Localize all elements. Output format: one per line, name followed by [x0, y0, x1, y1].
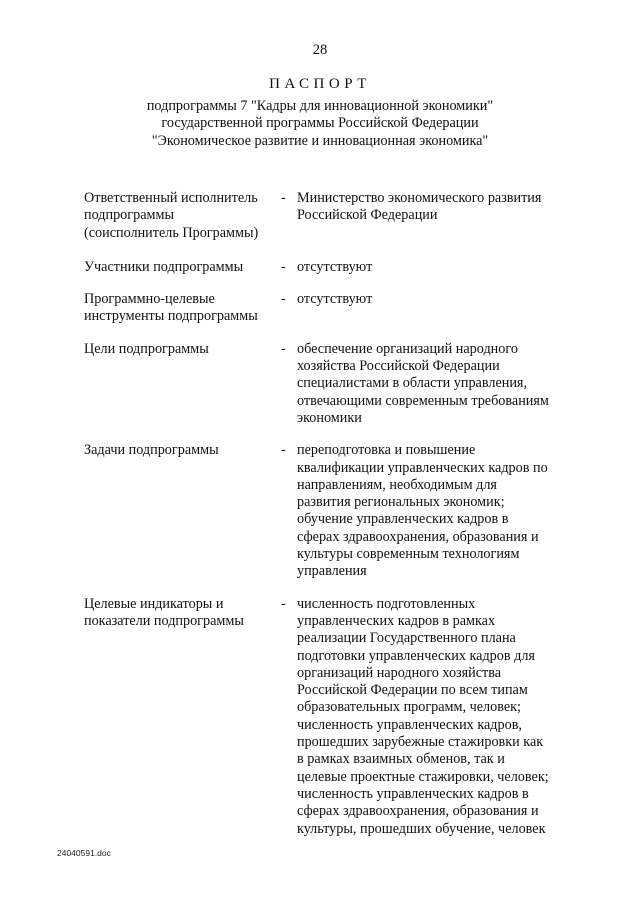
value-line: направлениям, необходимым для: [297, 476, 497, 493]
row-value: [297, 596, 574, 838]
label-line: Участники подпрограммы: [84, 258, 244, 275]
passport-row-indicators: [84, 596, 574, 838]
document-title: ПАСПОРТ: [269, 76, 371, 92]
value-line: в рамках взаимных обменов, так и: [297, 751, 505, 768]
value-line: организаций народного хозяйства: [297, 664, 502, 681]
subtitle-line: "Экономическое развитие и инновационная экономика": [151, 132, 489, 149]
passport-row-goals: [84, 341, 574, 427]
label-line: подпрограммы: [84, 207, 174, 224]
row-label: [84, 341, 281, 358]
value-line: обеспечение организаций народного: [297, 340, 518, 357]
value-line: Российской Федерации по всем типам: [297, 682, 528, 699]
row-value: [297, 259, 574, 276]
passport-row-responsible: [84, 190, 574, 242]
value-line: сферах здравоохранения, образования и: [297, 803, 539, 820]
row-label: [84, 259, 281, 276]
value-line: обучение управленческих кадров в: [297, 511, 509, 528]
label-line: инструменты подпрограммы: [84, 308, 258, 325]
label-line: Задачи подпрограммы: [84, 442, 219, 459]
row-dash: -: [281, 442, 286, 459]
value-line: численность управленческих кадров,: [297, 716, 522, 733]
value-line: управленческих кадров в рамках: [297, 612, 496, 629]
value-line: специалистами в области управления,: [297, 375, 527, 392]
label-line: показатели подпрограммы: [84, 612, 244, 629]
file-name: 24040591.doc: [57, 848, 111, 858]
passport-row-participants: [84, 259, 574, 276]
value-line: подготовки управленческих кадров для: [297, 647, 535, 664]
value-line: целевые проектные стажировки, человек;: [297, 768, 549, 785]
value-line: отсутствуют: [297, 291, 373, 308]
value-line: экономики: [297, 409, 362, 426]
label-line: Целевые индикаторы и: [84, 595, 224, 612]
label-line: Цели подпрограммы: [84, 340, 209, 357]
value-line: культуры современным технологиям: [297, 546, 520, 563]
row-value: [297, 341, 574, 427]
row-dash: -: [281, 258, 286, 275]
value-line: реализации Государственного плана: [297, 630, 516, 647]
row-dash: -: [281, 595, 286, 612]
subtitle-line: государственной программы Российской Федерации: [161, 115, 479, 132]
label-line: (соисполнитель Программы): [84, 224, 259, 241]
value-line: Министерство экономического развития: [297, 190, 542, 206]
row-label: [84, 291, 281, 326]
value-line: сферах здравоохранения, образования и: [297, 528, 539, 545]
passport-row-tasks: [84, 442, 574, 580]
row-dash: -: [281, 340, 286, 357]
value-line: культуры, прошедших обучение, человек: [297, 820, 546, 837]
row-dash: -: [281, 291, 286, 308]
value-line: отсутствуют: [297, 258, 373, 275]
value-line: численность управленческих кадров в: [297, 785, 529, 802]
row-label: [84, 596, 281, 631]
value-line: Российской Федерации: [297, 207, 438, 224]
value-line: переподготовка и повышение: [297, 442, 476, 459]
document-subtitle: [0, 98, 640, 150]
value-line: квалификации управленческих кадров по: [297, 459, 548, 476]
value-line: численность подготовленных: [297, 595, 476, 612]
row-value: [297, 442, 574, 580]
passport-table: [84, 190, 574, 838]
value-line: хозяйства Российской Федерации: [297, 358, 500, 375]
row-label: [84, 442, 281, 459]
row-dash: -: [281, 190, 286, 206]
row-value: [297, 190, 574, 225]
value-line: отвечающими современным требованиям: [297, 392, 549, 409]
page-number: 28: [312, 42, 328, 58]
row-label: [84, 190, 281, 242]
row-value: [297, 291, 574, 308]
value-line: прошедших зарубежные стажировки как: [297, 734, 544, 751]
value-line: управления: [297, 563, 367, 580]
label-line: Программно-целевые: [84, 291, 215, 308]
value-line: развития региональных экономик;: [297, 494, 505, 511]
value-line: образовательных программ, человек;: [297, 699, 521, 716]
passport-row-instruments: [84, 291, 574, 326]
label-line: Ответственный исполнитель: [84, 190, 258, 206]
subtitle-line: подпрограммы 7 "Кадры для инновационной экономики": [146, 98, 494, 114]
